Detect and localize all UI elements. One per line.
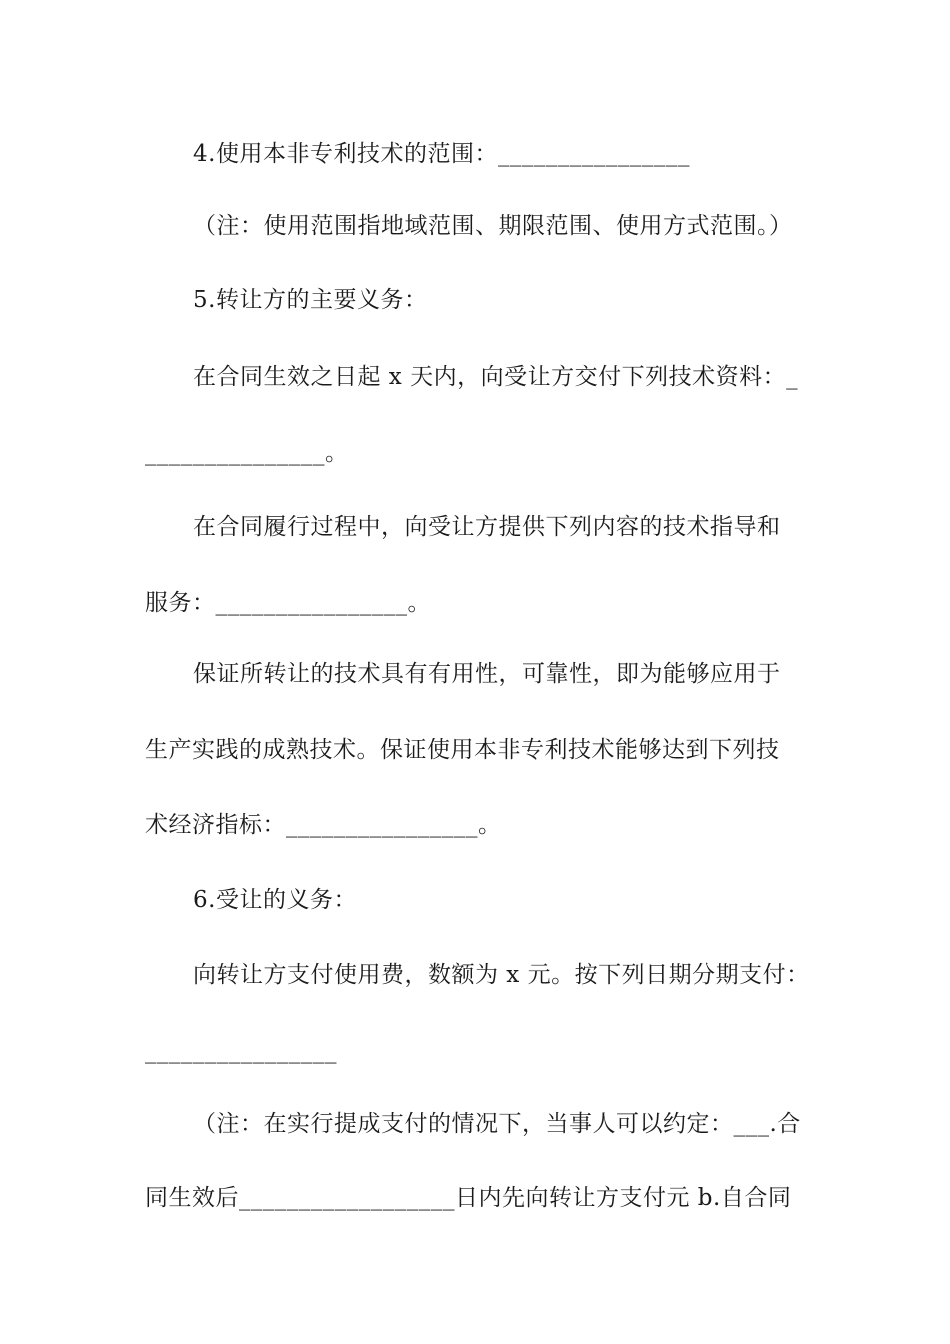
- clause-5-paragraph-1-line-2: _______________。: [145, 440, 349, 466]
- note-scope: （注：使用范围指地域范围、期限范围、使用方式范围。）: [193, 213, 793, 239]
- clause-6-heading: 6.受让的义务：: [193, 887, 357, 913]
- clause-5-paragraph-3-line-2: 生产实践的成熟技术。保证使用本非专利技术能够达到下列技: [145, 737, 780, 763]
- clause-5-heading: 5.转让方的主要义务：: [193, 287, 428, 313]
- clause-5-paragraph-2-line-2: 服务：________________。: [145, 590, 431, 616]
- clause-5-paragraph-2-line-1: 在合同履行过程中，向受让方提供下列内容的技术指导和: [193, 514, 781, 540]
- clause-6-paragraph-1-line-1: 向转让方支付使用费，数额为 x 元。按下列日期分期支付：: [193, 962, 810, 988]
- clause-5-paragraph-3-line-1: 保证所转让的技术具有有用性，可靠性，即为能够应用于: [193, 661, 781, 687]
- note-payment-line-1: （注：在实行提成支付的情况下，当事人可以约定：___.合: [193, 1111, 801, 1137]
- clause-6-paragraph-1-line-2: ________________: [145, 1038, 337, 1064]
- clause-5-paragraph-3-line-3: 术经济指标：________________。: [145, 812, 502, 838]
- note-payment-line-2: 同生效后__________________日内先向转让方支付元 b.自合同: [145, 1185, 792, 1211]
- clause-4-scope: 4.使用本非专利技术的范围：________________: [193, 141, 690, 167]
- clause-5-paragraph-1-line-1: 在合同生效之日起 x 天内，向受让方交付下列技术资料：_: [193, 364, 799, 390]
